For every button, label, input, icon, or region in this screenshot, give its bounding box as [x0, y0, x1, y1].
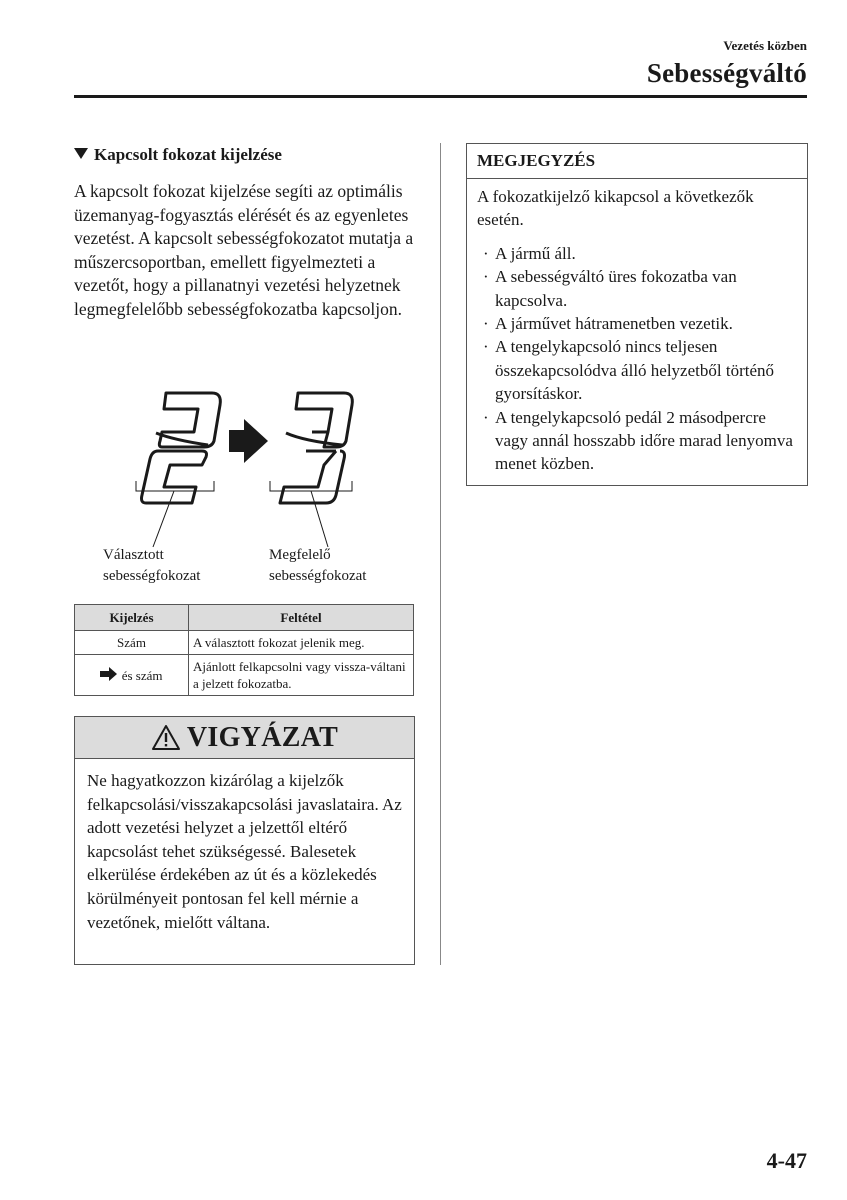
warning-box [74, 716, 415, 965]
list-item: · A jármű áll. [483, 243, 576, 263]
intro-paragraph: A kapcsolt fokozat kijelzése segíti az optimális üzemanyag-fogyasztás elérését és az egyenletes vezetést. A kapcsolt sebességfokozatot mutatja a műszercsoportban, emellett figyelmezteti a vezetőt, hogy a pillanatnyi vezetési helyzetnek legmegfelelőbb sebességfokozatba kapcsoljon. [74, 181, 414, 319]
note-title: MEGJEGYZÉS [467, 144, 807, 179]
header-rule [74, 95, 807, 98]
indicator-table [74, 604, 414, 696]
warning-header [75, 717, 414, 759]
list-item: · A sebességváltó üres fokozatba van kapcsolva. [483, 267, 737, 310]
column-divider [440, 143, 441, 965]
digit-3-icon [280, 393, 352, 503]
caption-selected-line1: Választott [103, 547, 164, 563]
list-item: · A tengelykapcsoló nincs teljesen összekapcsolódva álló helyzetből történő gyorsításkor. [483, 337, 774, 404]
warning-title: VIGYÁZAT [186, 721, 339, 753]
table-cell-condition: Ajánlott felkapcsolni vagy vissza-váltani a jelzett fokozatba. [189, 655, 414, 696]
list-item-text: A jármű áll. [495, 243, 576, 263]
section-heading [74, 145, 282, 165]
table-header-row [75, 605, 414, 631]
section-heading-text: Kapcsolt fokozat kijelzése [94, 145, 282, 164]
list-item-text: A tengelykapcsoló nincs teljesen összekapcsolódva álló helyzetből történő gyorsításkor. [495, 337, 774, 404]
list-item: · A tengelykapcsoló pedál 2 másodpercre vagy annál hosszabb időre marad lenyomva menet közben. [483, 407, 793, 474]
arrow-right-icon [100, 667, 118, 681]
triangle-bullet-icon [74, 148, 88, 159]
column-header: Feltétel [189, 605, 414, 631]
caption-selected-line2: sebességfokozat [103, 568, 201, 584]
note-list [477, 242, 797, 476]
page-number: 4-47 [766, 1148, 807, 1173]
list-item: · A járművet hátramenetben vezetik. [483, 314, 733, 334]
table-cell-condition: A választott fokozat jelenik meg. [189, 631, 414, 655]
warning-triangle-icon [151, 724, 181, 751]
caption-recommended-line1: Megfelelő [269, 547, 331, 563]
note-body [467, 179, 807, 476]
note-intro: A fokozatkijelző kikapcsol a következők esetén. [477, 187, 754, 230]
warning-text: Ne hagyatkozzon kizárólag a kijelzők felkapcsolási/visszakapcsolási javaslataira. Az adott vezetési helyzet a jelzettől eltérő kapcsolást tehet szükségessé. Balesetek elkerülése érdekében az út és a közlekedés körülményeit pontosan fel kell mérnie a vezetőnek, mielőtt váltana. [87, 771, 402, 932]
list-item-text: A járművet hátramenetben vezetik. [495, 314, 733, 334]
table-cell-display-text: és szám [121, 667, 163, 683]
list-item-text: A tengelykapcsoló pedál 2 másodpercre vagy annál hosszabb időre marad lenyomva menet közben. [495, 407, 793, 474]
page-title: Sebességváltó [646, 58, 807, 88]
table-row [75, 655, 414, 696]
table-cell-display: Szám [75, 631, 189, 655]
gear-indicator-diagram [74, 385, 420, 590]
caption-selected-gear [103, 545, 200, 587]
arrow-right-icon [229, 419, 268, 463]
table-cell-display [75, 655, 189, 696]
digit-2-icon [142, 393, 221, 503]
caption-recommended-line2: sebességfokozat [269, 568, 367, 584]
header-section-label: Vezetés közben [723, 38, 807, 53]
table-row [75, 631, 414, 655]
list-item-text: A sebességváltó üres fokozatba van kapcsolva. [495, 267, 737, 310]
caption-recommended-gear [269, 545, 366, 587]
note-box [466, 143, 808, 486]
column-header: Kijelzés [75, 605, 189, 631]
